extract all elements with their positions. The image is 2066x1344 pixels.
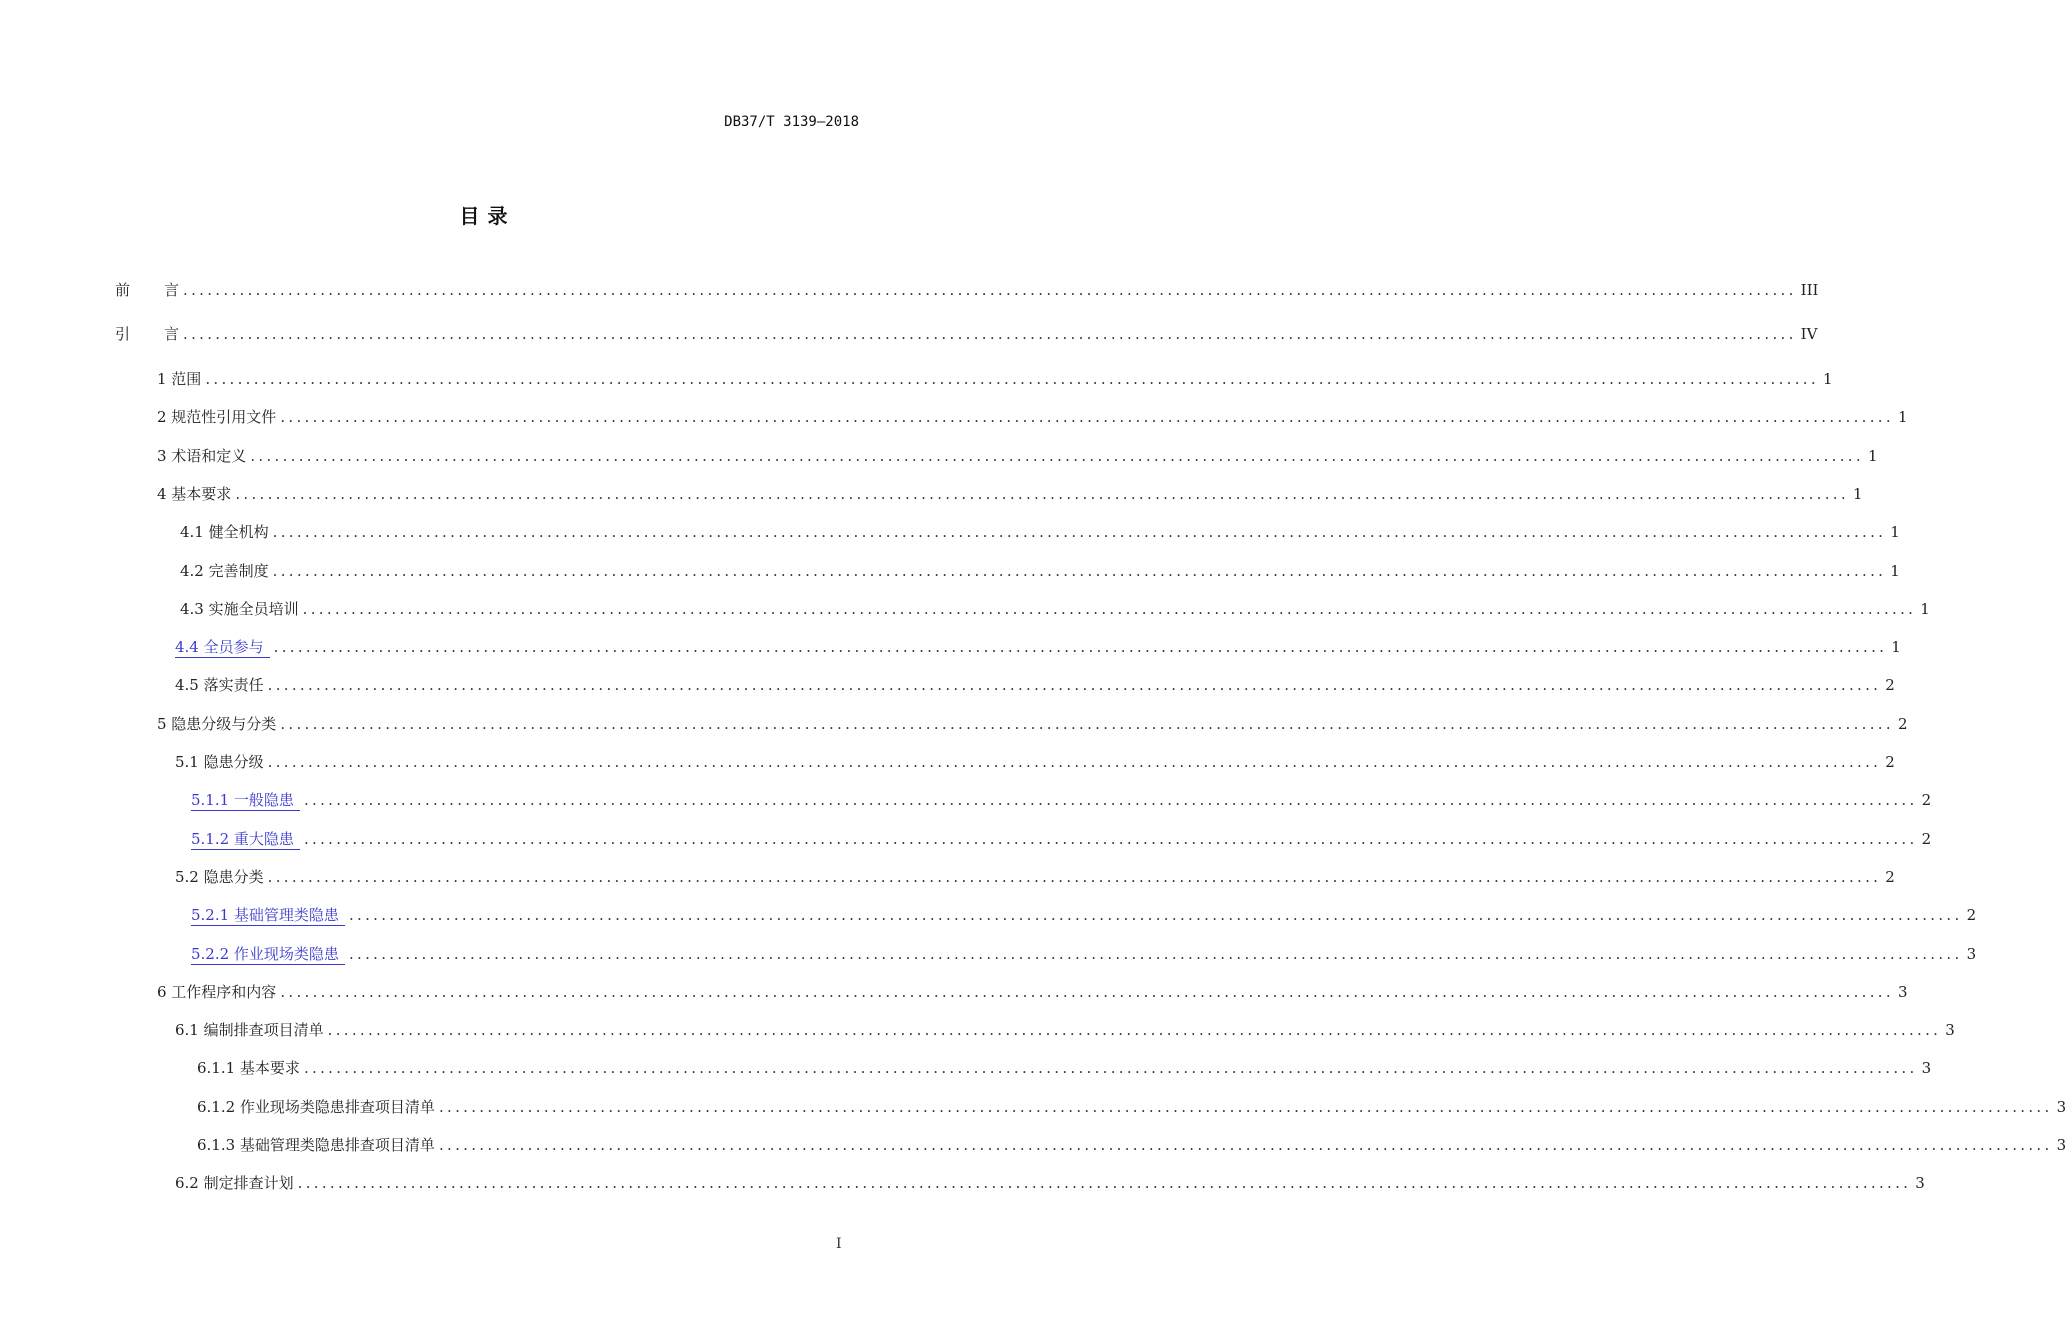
toc-page-number: 2 (1966, 906, 1977, 925)
toc-entry[interactable] (180, 560, 1900, 582)
dot-leader: ........................................................................................................................................................................................................ (267, 867, 1882, 886)
toc-entry[interactable] (157, 483, 1863, 505)
toc-entry-label: 6.1 编制排查项目清单 (175, 1021, 324, 1040)
toc-entry-label: 5.2 隐患分类 (175, 867, 264, 886)
dot-leader: ........................................................................................................................................................................................................ (272, 561, 1887, 580)
dot-leader: ........................................................................................................................................................................................................ (438, 1097, 2053, 1116)
toc-entry-label: 4.3 实施全员培训 (180, 599, 299, 618)
toc-entry-link[interactable]: 5.2.1 基础管理类隐患 (191, 904, 345, 926)
toc-page-number: III (1800, 281, 1819, 299)
toc-entry-label: 4 基本要求 (157, 484, 232, 503)
toc-page-number: 1 (1890, 561, 1900, 580)
toc-entry[interactable] (197, 1096, 2066, 1118)
dot-leader: ........................................................................................................................................................................................................ (327, 1021, 1942, 1040)
toc-page-number: 2 (1885, 867, 1895, 886)
toc-page-number: 2 (1885, 753, 1895, 771)
dot-leader: ........................................................................................................................................................................................................ (267, 753, 1882, 771)
toc-entry-label: 4.5 落实责任 (175, 676, 264, 695)
toc-page-number: 2 (1921, 829, 1932, 848)
toc-page-number: 1 (1852, 484, 1863, 503)
dot-leader: ........................................................................................................................................................................................................ (273, 638, 1888, 657)
toc-page-number: 1 (1890, 523, 1900, 542)
toc-entry[interactable] (157, 445, 1878, 467)
toc-entry-label: 3 术语和定义 (157, 446, 247, 465)
dot-leader: ........................................................................................................................................................................................................ (348, 944, 1963, 963)
dot-leader: ........................................................................................................................................................................................................ (272, 523, 1887, 542)
dot-leader: ........................................................................................................................................................................................................ (303, 1059, 1918, 1078)
toc-page-number: 2 (1897, 714, 1908, 733)
toc-page-number: 3 (1945, 1021, 1955, 1040)
dot-leader: ........................................................................................................................................................................................................ (280, 408, 1894, 427)
toc-entry[interactable] (191, 828, 1932, 850)
toc-entry[interactable] (191, 789, 1932, 811)
toc-page-number: 1 (1920, 599, 1930, 618)
toc-entry-label: 6.2 制定排查计划 (175, 1174, 294, 1193)
dot-leader: ........................................................................................................................................................................................................ (250, 446, 1864, 465)
toc-page-number: 3 (1897, 982, 1908, 1001)
dot-leader: ........................................................................................................................................................................................................ (302, 599, 1917, 618)
toc-page-number: IV (1800, 325, 1818, 343)
toc-page-number: 2 (1921, 791, 1932, 810)
toc-page-number: 1 (1891, 638, 1901, 657)
toc-entry[interactable] (175, 1019, 1955, 1041)
toc-entry-link[interactable]: 5.2.2 作业现场类隐患 (191, 943, 345, 965)
toc-entry[interactable] (157, 713, 1908, 735)
dot-leader: ........................................................................................................................................................................................................ (303, 829, 1918, 848)
toc-label-part: 引 (115, 325, 131, 343)
toc-page-number: 3 (1966, 944, 1977, 963)
toc-entry-label: 6.1.2 作业现场类隐患排查项目清单 (197, 1097, 435, 1116)
toc-page-number: 3 (2056, 1136, 2066, 1154)
toc-page-number: 1 (1897, 408, 1908, 427)
toc-entry-label (115, 323, 179, 344)
toc-entry-label: 1 范围 (157, 370, 202, 388)
toc-entry[interactable] (157, 368, 1833, 390)
toc-page-number: 2 (1885, 676, 1895, 695)
page-number: I (836, 1236, 842, 1252)
toc-entry[interactable] (175, 636, 1901, 658)
toc-entry[interactable] (157, 981, 1908, 1003)
toc-entry[interactable] (115, 279, 1819, 301)
toc-page-number: 3 (2056, 1097, 2066, 1116)
toc-entry-label: 6.1.3 基础管理类隐患排查项目清单 (197, 1136, 435, 1154)
toc-entry[interactable] (175, 751, 1895, 773)
dot-leader: ........................................................................................................................................................................................................ (297, 1174, 1912, 1193)
toc-entry-label: 6 工作程序和内容 (157, 982, 277, 1001)
dot-leader: ........................................................................................................................................................................................................ (280, 982, 1894, 1001)
toc-entry-label (115, 279, 179, 300)
toc-label-part: 言 (164, 281, 180, 299)
dot-leader: ........................................................................................................................................................................................................ (235, 484, 1849, 503)
dot-leader: ........................................................................................................................................................................................................ (348, 906, 1963, 925)
toc-page-number: 3 (1915, 1174, 1925, 1193)
toc-entry-label: 4.2 完善制度 (180, 561, 269, 580)
dot-leader: ........................................................................................................................................................................................................ (183, 281, 1797, 299)
toc-entry[interactable] (115, 323, 1818, 345)
toc-label-part: 前 (115, 281, 131, 299)
toc-entry[interactable] (180, 521, 1900, 543)
toc-entry[interactable] (175, 1172, 1925, 1194)
dot-leader: ........................................................................................................................................................................................................ (183, 325, 1797, 343)
toc-entry[interactable] (197, 1057, 1932, 1079)
toc-entry[interactable] (175, 866, 1895, 888)
toc-entry-label: 5.1 隐患分级 (175, 753, 264, 771)
toc-entry[interactable] (191, 943, 1977, 965)
toc-entry[interactable] (191, 904, 1977, 926)
toc-label-part: 言 (164, 325, 180, 343)
toc-entry-label: 2 规范性引用文件 (157, 408, 277, 427)
dot-leader: ........................................................................................................................................................................................................ (267, 676, 1882, 695)
document-number: DB37/T 3139—2018 (724, 114, 859, 130)
dot-leader: ........................................................................................................................................................................................................ (303, 791, 1918, 810)
toc-entry-label: 5 隐患分级与分类 (157, 714, 277, 733)
toc-page-number: 1 (1822, 370, 1833, 388)
toc-entry-label: 6.1.1 基本要求 (197, 1059, 300, 1078)
toc-entry[interactable] (157, 406, 1908, 428)
toc-entry-link[interactable]: 4.4 全员参与 (175, 636, 270, 658)
dot-leader: ........................................................................................................................................................................................................ (205, 370, 1819, 388)
dot-leader: ........................................................................................................................................................................................................ (280, 714, 1894, 733)
page-title: 目录 (459, 204, 516, 228)
toc-entry-link[interactable]: 5.1.1 一般隐患 (191, 789, 300, 811)
toc-page-number: 3 (1921, 1059, 1932, 1078)
toc-entry[interactable] (175, 674, 1895, 696)
dot-leader: ........................................................................................................................................................................................................ (438, 1136, 2053, 1154)
toc-entry[interactable] (180, 598, 1930, 620)
toc-page-number: 1 (1867, 446, 1878, 465)
toc-entry-link[interactable]: 5.1.2 重大隐患 (191, 828, 300, 850)
toc-entry-label: 4.1 健全机构 (180, 523, 269, 542)
toc-entry[interactable] (197, 1134, 2066, 1156)
